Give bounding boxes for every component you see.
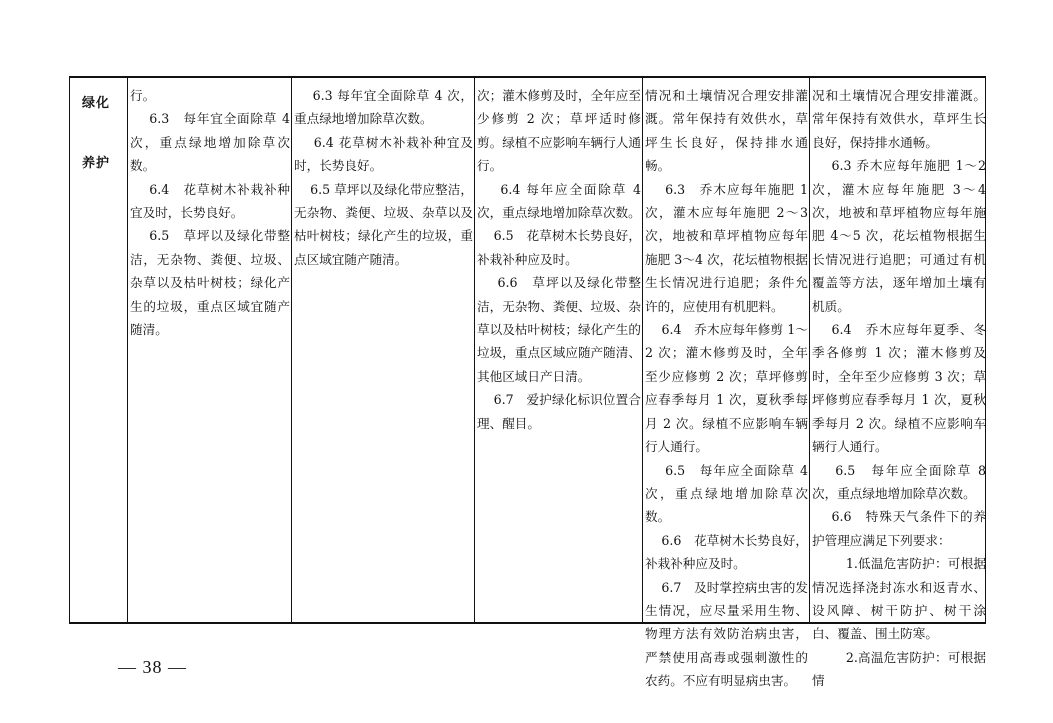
level-4-column xyxy=(643,78,810,689)
level-2-cell: 6.3 每年宜全面除草 4 次，重点绿地增加除草次数。 6.4 花草树木补栽补种宜及时，长势良好。 6.5 草坪以及绿化带应整洁，无杂物、粪便、垃圾、杂草以及枯叶树枝；绿化产生的垃圾，重点区域宜随产随清。 xyxy=(294,88,473,267)
level-1-column xyxy=(128,78,292,622)
level-5-column xyxy=(810,78,987,689)
level-1-cell: 行。 6.3 每年宜全面除草 4 次，重点绿地增加除草次数。 6.4 花草树木补栽补种宜及时，长势良好。 6.5 草坪以及绿化带整洁，无杂物、粪便、垃圾、杂草以及枯叶树枝；绿化产生的垃圾，重点区域宜随产随清。 xyxy=(130,88,291,338)
level-3-column xyxy=(475,78,643,622)
level-3-cell: 次；灌木修剪及时，全年应至少修剪 2 次；草坪适时修剪。绿植不应影响车辆行人通行。 6.4 每年应全面除草 4 次，重点绿地增加除草次数。 6.5 花草树木长势良好，补栽补种应及时。 6.6 草坪以及绿化带整洁，无杂物、粪便、垃圾、杂草以及枯叶树枝；绿化产生的垃圾，重点区域应随产随清、其他区域日产日清。 6.7 爱护绿化标识位置合理、醒目。 xyxy=(477,88,642,431)
category-column xyxy=(70,78,128,622)
page-number: — 38 — xyxy=(118,657,187,677)
level-4-cell: 情况和土壤情况合理安排灌溉。常年保持有效供水，草坪生长良好，保持排水通畅。 6.3 乔木应每年施肥 1 次，灌木应每年施肥 2～3 次，地被和草坪植物应每年施肥 3～4 次，花坛植物根据生长情况进行追肥；条件允许的，应使用有机肥料。 6.4 乔木应每年修剪 1～2 次；灌木修剪及时，全年至少应修剪 2 次；草坪修剪应春季每月 1 次，夏秋季每月 2 次。绿植不应影响车辆行人通行。 6.5 每年应全面除草 4 次，重点绿地增加除草次数。 6.6 花草树木长势良好，补栽补种应及时。 6.7 及时掌控病虫害的发生情况，应尽量采用生物、物理方法有效防治病虫害，严禁使用高毒或强刺激性的农药。不应有明显病虫害。 xyxy=(645,88,809,689)
category-label-greening: 绿化 xyxy=(82,96,111,111)
level-2-column xyxy=(292,78,475,622)
level-5-cell: 况和土壤情况合理安排灌溉。常年保持有效供水，草坪生长良好，保持排水通畅。 6.3 乔木应每年施肥 1～2 次，灌木应每年施肥 3～4 次，地被和草坪植物应每年施肥 4～5 次，花坛植物根据生长情况进行追肥；可通过有机覆盖等方法，逐年增加土壤有机质。 6.4 乔木应每年夏季、冬季各修剪 1 次；灌木修剪及时，全年至少应修剪 3 次；草坪修剪应春季每月 1 次，夏秋季每月 2 次。绿植不应影响车辆行人通行。 6.5 每年应全面除草 8 次，重点绿地增加除草次数。 6.6 特殊天气条件下的养护管理应满足下列要求： 1.低温危害防护：可根据情况选择浇封冻水和返青水、设风障、树干防护、树干涂白、覆盖、围土防寒。 2.高温危害防护：可根据情 xyxy=(812,88,987,689)
category-label-maintenance: 养护 xyxy=(82,156,111,171)
